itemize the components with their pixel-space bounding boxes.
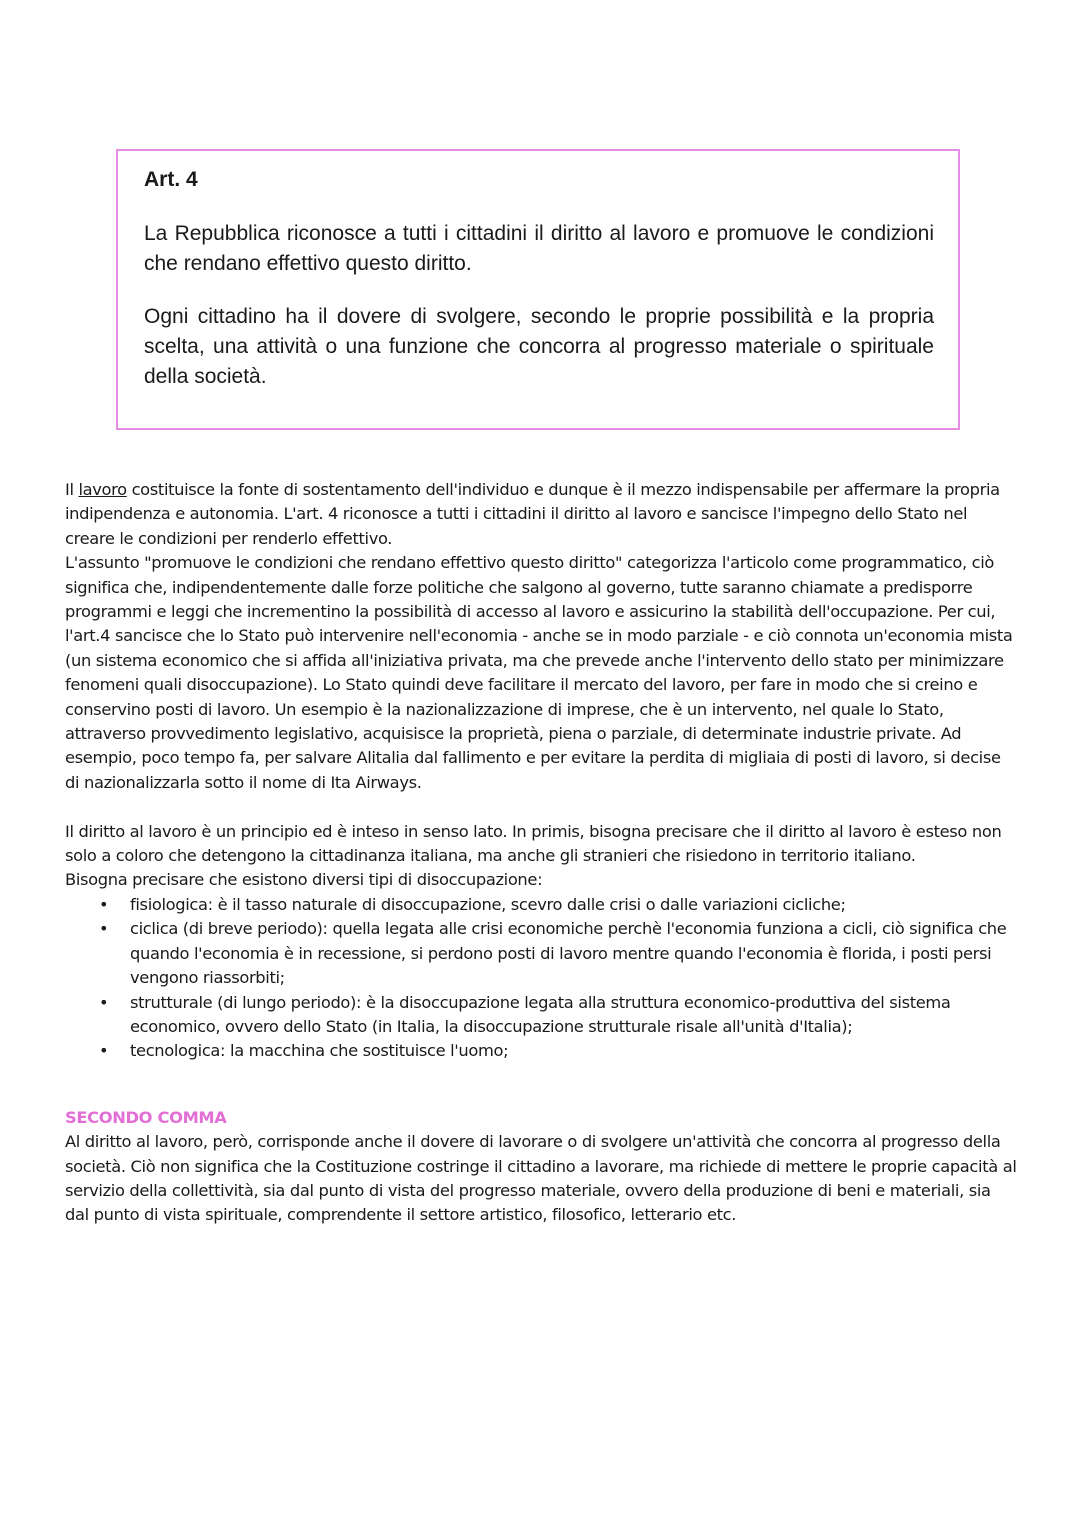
paragraph-principle: Il diritto al lavoro è un principio ed è inteso in senso lato. In primis, bisogna precisare che il diritto al lavoro è esteso non solo a coloro che detengono la cittadinanza italiana, ma anche gli stranieri che risiedono in territorio italiano. — [65, 821, 1002, 866]
paragraph-programmatic: L'assunto "promuove le condizioni che rendano effettivo questo diritto" categorizza l'articolo come programmatico, ciò significa che, indipendentemente dalle forze politiche che salgono al governo, tutte saranno chiamate a predisporre programmi e leggi che incrementino la possibilità di accesso al lavoro e assicurino la stabilità dell'occupazione. Per cui, l'art.4 sancisce che lo Stato può intervenire nell'economia - anche se in modo parziale - e ciò connota un'economia mista (un sistema economico che si affida all'iniziativa privata, ma che prevede anche l'intervento dello stato per minimizzare fenomeni quali disoccupazione). Lo Stato quindi deve facilitare il mercato del lavoro, per fare in modo che si creino e conservino posti di lavoro. Un esempio è la nazionalizzazione di imprese, che è un intervento, nel quale lo Stato, attraverso provvedimento legislativo, acquisisce la proprietà, piena o parziale, di determinate industrie private. Ad esempio, poco tempo fa, per salvare Alitalia dal fallimento e per evitare la perdita di migliaia di posti di lavoro, si decise di nazionalizzarla sotto il nome di Ita Airways. — [65, 553, 1013, 792]
bullet-icon: • — [99, 992, 109, 1012]
paragraph-intro — [65, 478, 1017, 551]
list-item-text: ciclica (di breve periodo): quella legata alle crisi economiche perchè l'economia funziona a cicli, ciò significa che quando l'economia è in recessione, si perdono posti di lavoro mentre quando l'economia è florida, i posti persi vengono riassorbiti; — [130, 919, 1007, 988]
section-heading: SECONDO COMMA — [65, 1107, 227, 1127]
spacer — [65, 1064, 1017, 1106]
bullet-icon: • — [99, 894, 109, 914]
article-paragraph-1: La Repubblica riconosce a tutti i cittadini il diritto al lavoro e promuove le condizioni che rendano effettivo questo diritto. — [144, 222, 934, 275]
article-title: Art. 4 — [144, 168, 198, 191]
document-body — [65, 478, 1017, 1228]
list-item-text: fisiologica: è il tasso naturale di disoccupazione, scevro dalle crisi o dalle variazioni cicliche; — [130, 894, 846, 914]
article-paragraph-2: Ogni cittadino ha il dovere di svolgere, secondo le proprie possibilità e la propria scelta, una attività o una funzione che concorra al progresso materiale o spirituale della società. — [144, 305, 934, 388]
list-item-text: strutturale (di lungo periodo): è la disoccupazione legata alla struttura economico-produttiva del sistema economico, ovvero dello Stato (in Italia, la disoccupazione strutturale risale all'unità d'Italia); — [130, 992, 951, 1036]
list-item — [65, 917, 1017, 990]
underlined-term-lavoro: lavoro — [78, 480, 127, 499]
article-box — [116, 149, 960, 430]
list-item — [65, 1039, 1017, 1063]
intro-rest: costituisce la fonte di sostentamento dell'individuo e dunque è il mezzo indispensabile per affermare la propria indipendenza e autonomia. L'art. 4 riconosce a tutti i cittadini il diritto al lavoro e sancisce l'impegno dello Stato nel creare le condizioni per renderlo effettivo. — [65, 480, 1000, 548]
paragraph-unemployment-intro: Bisogna precisare che esistono diversi tipi di disoccupazione: — [65, 870, 543, 890]
spacer — [65, 795, 1017, 819]
intro-prefix: Il — [65, 480, 79, 499]
paragraph-second-comma: Al diritto al lavoro, però, corrisponde anche il dovere di lavorare o di svolgere un'attività che concorra al progresso della società. Ciò non significa che la Costituzione costringe il cittadino a lavorare, ma richiede di mettere le proprie capacità al servizio della collettività, sia dal punto di vista del progresso materiale, ovvero della produzione di beni e materiali, sia dal punto di vista spirituale, comprendente il settore artistico, filosofico, letterario etc. — [65, 1132, 1017, 1225]
list-item — [65, 991, 1017, 1040]
bullet-icon: • — [99, 1041, 109, 1061]
list-item-text: tecnologica: la macchina che sostituisce l'uomo; — [130, 1041, 509, 1061]
unemployment-types-list — [65, 893, 1017, 1064]
bullet-icon: • — [99, 919, 109, 939]
list-item — [65, 893, 1017, 917]
